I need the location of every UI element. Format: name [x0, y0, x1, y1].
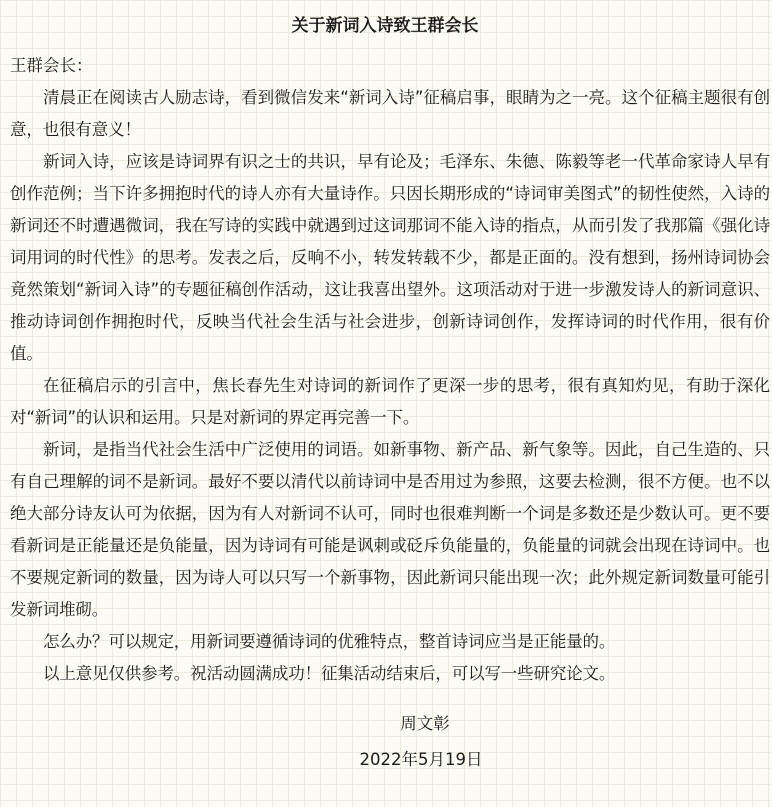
paragraph-1: 清晨正在阅读古人励志诗，看到微信发来“新词入诗”征稿启事，眼睛为之一亮。这个征稿主题很有创意，也很有意义！ [10, 88, 770, 139]
paragraph-3: 在征稿启示的引言中，焦长春先生对诗词的新词作了更深一步的思考，很有真知灼见，有助于深化对“新词”的认识和运用。只是对新词的界定再完善一下。 [10, 376, 770, 427]
salutation: 王群会长： [10, 56, 93, 75]
signature: 周文彰 [400, 714, 450, 733]
letter-date: 2022年5月19日 [359, 750, 483, 769]
paragraph-6: 以上意见仅供参考。祝活动圆满成功！征集活动结束后，可以写一些研究论文。 [43, 664, 616, 683]
paragraph-2: 新词入诗，应该是诗词界有识之士的共识，早有论及；毛泽东、朱德、陈毅等老一代革命家诗人早有创作范例；当下许多拥抱时代的诗人亦有大量诗作。只因长期形成的“诗词审美图式”的韧性使然，入诗的新词还不时遭遇微词，我在写诗的实践中就遇到过这词那词不能入诗的指点，从而引发了我那篇《强化诗词用词的时代性》的思考。发表之后，反响不小，转发转载不少，都是正面的。没有想到，扬州诗词协会竟然策划“新词入诗”的专题征稿创作活动，这让我喜出望外。这项活动对于进一步激发诗人的新词意识、推动诗词创作拥抱时代，反映当代社会生活与社会进步，创新诗词创作，发挥诗词的时代作用，很有价值。 [10, 152, 770, 363]
paragraph-4: 新词，是指当代社会生活中广泛使用的词语。如新事物、新产品、新气象等。因此，自己生造的、只有自己理解的词不是新词。最好不要以清代以前诗词中是否用过为参照，这要去检测，很不方便。也不以绝大部分诗友认可为依据，因为有人对新词不认可，同时也很难判断一个词是多数还是少数认可。更不要看新词是正能量还是负能量，因为诗词有可能是讽刺或砭斥负能量的，负能量的词就会出现在诗词中。也不要规定新词的数量，因为诗人可以只写一个新事物，因此新词只能出现一次；此外规定新词数量可能引发新词堆砌。 [10, 440, 770, 619]
letter [10, 14, 770, 776]
letter-title: 关于新词入诗致王群会长 [291, 16, 479, 36]
paragraph-5: 怎么办？可以规定，用新词要遵循诗词的优雅特点，整首诗词应当是正能量的。 [43, 632, 616, 651]
